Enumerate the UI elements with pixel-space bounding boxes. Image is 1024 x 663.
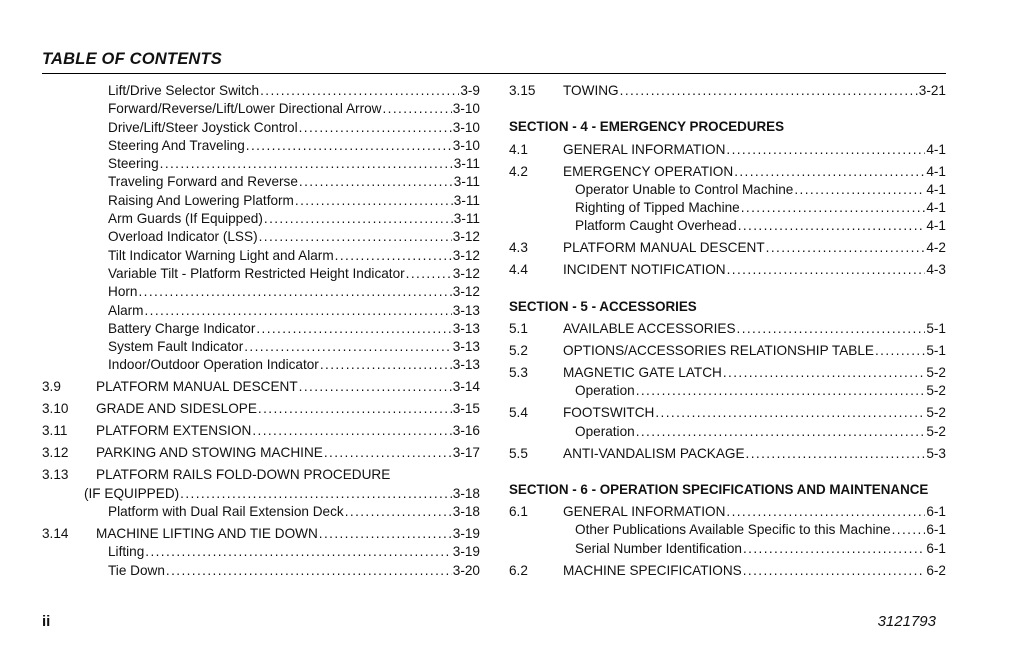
toc-entry[interactable] xyxy=(509,382,946,400)
dot-leader xyxy=(345,503,452,521)
toc-entry-page: 3-17 xyxy=(452,445,480,461)
toc-entry-number: 3.9 xyxy=(42,379,61,395)
toc-entry[interactable] xyxy=(42,543,480,561)
dot-leader xyxy=(299,173,453,191)
toc-entry[interactable] xyxy=(509,342,946,360)
toc-entry-title: OPTIONS/ACCESSORIES RELATIONSHIP TABLE xyxy=(563,343,874,359)
toc-entry-page: 3-12 xyxy=(452,265,480,281)
toc-entry-page: 3-21 xyxy=(918,83,946,98)
toc-entry-page: 3-19 xyxy=(452,525,480,541)
toc-entry-title: PARKING AND STOWING MACHINE xyxy=(96,445,323,461)
toc-entry[interactable] xyxy=(42,100,480,118)
toc-entry[interactable] xyxy=(42,228,480,246)
toc-entry-title: GRADE AND SIDESLOPE xyxy=(96,401,257,417)
section-heading[interactable]: SECTION - 4 - EMERGENCY PROCEDURES xyxy=(509,119,785,135)
toc-entry[interactable] xyxy=(42,82,480,100)
dot-leader xyxy=(160,155,453,173)
toc-entry-title: Lift/Drive Selector Switch xyxy=(108,83,260,98)
toc-entry-page: 3-10 xyxy=(452,101,480,117)
toc-entry-page: 5-2 xyxy=(926,383,946,399)
dot-leader xyxy=(145,543,452,561)
toc-entry-number: 6.1 xyxy=(509,504,528,520)
toc-entry-title: PLATFORM RAILS FOLD-DOWN PROCEDURE xyxy=(96,467,391,483)
toc-entry-title: Battery Charge Indicator xyxy=(108,320,256,336)
toc-entry-page: 3-11 xyxy=(453,156,480,172)
dot-leader xyxy=(636,382,926,400)
dot-leader xyxy=(746,445,926,463)
toc-entry-title: EMERGENCY OPERATION xyxy=(563,163,734,179)
toc-entry[interactable] xyxy=(42,247,480,265)
toc-entry-number: 3.11 xyxy=(42,423,68,439)
toc-entry-page: 5-2 xyxy=(926,405,946,421)
toc-entry-page: 3-9 xyxy=(460,83,480,98)
toc-entry-title: Steering And Traveling xyxy=(108,137,245,153)
toc-entry[interactable] xyxy=(509,521,946,539)
dot-leader xyxy=(766,239,926,257)
dot-leader xyxy=(295,192,453,210)
toc-entry-page: 3-12 xyxy=(452,247,480,263)
toc-entry-page: 3-11 xyxy=(453,192,480,208)
toc-entry-number: 4.1 xyxy=(509,141,528,157)
dot-leader xyxy=(299,119,452,137)
toc-entry-title: PLATFORM EXTENSION xyxy=(96,423,252,439)
toc-entry[interactable] xyxy=(509,163,946,181)
toc-entry[interactable] xyxy=(42,302,480,320)
toc-entry-number: 3.13 xyxy=(42,467,69,483)
section-heading[interactable]: SECTION - 6 - OPERATION SPECIFICATIONS AND MAINTENANCE xyxy=(509,481,929,497)
toc-entry-title: PLATFORM MANUAL DESCENT xyxy=(563,240,765,256)
toc-entry-page: 3-20 xyxy=(452,562,480,578)
toc-entry-title: TOWING xyxy=(563,83,619,98)
toc-entry-page: 3-12 xyxy=(452,284,480,300)
toc-entry-title: Operation xyxy=(575,383,635,399)
toc-entry[interactable] xyxy=(509,540,946,558)
toc-entry-title: PLATFORM MANUAL DESCENT xyxy=(96,379,298,395)
toc-entry[interactable] xyxy=(509,562,946,580)
toc-entry[interactable] xyxy=(42,422,480,440)
toc-entry[interactable] xyxy=(509,181,946,199)
toc-entry-page: 3-18 xyxy=(452,485,480,501)
toc-entry-number: 3.10 xyxy=(42,401,69,417)
toc-entry-title: Platform with Dual Rail Extension Deck xyxy=(108,503,344,519)
toc-entry[interactable] xyxy=(509,141,946,159)
dot-leader xyxy=(892,521,926,539)
toc-entry-title: Other Publications Available Specific to this Machine xyxy=(575,522,891,538)
toc-entry-title: Variable Tilt - Platform Restricted Height Indicator xyxy=(108,265,405,281)
toc-entry[interactable] xyxy=(42,119,480,137)
toc-entry-page: 6-1 xyxy=(926,522,946,538)
dot-leader xyxy=(723,364,925,382)
toc-entry-page: 5-1 xyxy=(926,343,946,359)
toc-entry-number: 3.14 xyxy=(42,525,69,541)
toc-entry[interactable] xyxy=(42,210,480,228)
toc-entry-page: 4-1 xyxy=(926,218,946,234)
toc-entry-title: Indoor/Outdoor Operation Indicator xyxy=(108,357,319,373)
dot-leader xyxy=(246,137,452,155)
toc-entry-title: Tie Down xyxy=(108,562,165,578)
toc-entry[interactable] xyxy=(42,173,480,191)
toc-entry-title: MAGNETIC GATE LATCH xyxy=(563,365,722,380)
dot-leader xyxy=(320,356,452,374)
toc-entry-title: ANTI-VANDALISM PACKAGE xyxy=(563,445,745,461)
toc-entry[interactable] xyxy=(509,199,946,217)
toc-entry-title: MACHINE SPECIFICATIONS xyxy=(563,562,742,578)
toc-entry-page: 3-11 xyxy=(453,174,480,190)
toc-entry-page: 4-1 xyxy=(926,163,946,179)
dot-leader xyxy=(138,283,451,301)
toc-entry[interactable] xyxy=(509,217,946,235)
toc-entry[interactable] xyxy=(509,320,946,338)
toc-entry-title: Horn xyxy=(108,284,138,300)
toc-entry[interactable] xyxy=(42,562,480,580)
toc-entry-page: 3-16 xyxy=(452,423,480,439)
toc-entry-title: Overload Indicator (LSS) xyxy=(108,229,258,245)
toc-entry-page: 3-19 xyxy=(452,544,480,560)
dot-leader xyxy=(726,503,925,521)
toc-entry-title: INCIDENT NOTIFICATION xyxy=(563,262,726,278)
dot-leader xyxy=(260,82,459,100)
toc-entry-page: 4-2 xyxy=(926,240,946,256)
toc-entry-title: Operation xyxy=(575,423,635,439)
toc-entry-page: 5-3 xyxy=(926,445,946,461)
toc-entry-page: 6-1 xyxy=(926,504,946,520)
toc-entry-page: 4-1 xyxy=(926,141,946,157)
dot-leader xyxy=(743,540,925,558)
toc-entry[interactable] xyxy=(509,239,946,257)
toc-entry-page: 6-2 xyxy=(926,562,946,578)
dot-leader xyxy=(335,247,452,265)
toc-entry-page: 3-10 xyxy=(452,119,480,135)
dot-leader xyxy=(737,320,926,338)
toc-entry-number: 5.4 xyxy=(509,405,528,421)
toc-entry[interactable] xyxy=(42,400,480,418)
header-divider xyxy=(42,73,946,74)
toc-entry[interactable] xyxy=(509,445,946,463)
toc-entry-page: 3-11 xyxy=(453,211,480,227)
dot-leader xyxy=(734,163,925,181)
toc-entry[interactable] xyxy=(42,356,480,374)
toc-entry[interactable] xyxy=(42,485,480,503)
toc-entry[interactable] xyxy=(42,378,480,396)
dot-leader xyxy=(726,141,925,159)
dot-leader xyxy=(741,199,926,217)
toc-entry-title: (IF EQUIPPED) xyxy=(84,485,180,501)
dot-leader xyxy=(743,562,926,580)
toc-entry[interactable] xyxy=(42,525,480,543)
toc-entry-title: Traveling Forward and Reverse xyxy=(108,174,298,190)
toc-entry[interactable] xyxy=(509,423,946,441)
dot-leader xyxy=(636,423,926,441)
toc-entry-title: Drive/Lift/Steer Joystick Control xyxy=(108,119,298,135)
toc-entry-page: 3-13 xyxy=(452,302,480,318)
toc-left-column xyxy=(42,82,480,580)
dot-leader xyxy=(382,100,451,118)
toc-entry-page: 3-18 xyxy=(452,503,480,519)
dot-leader xyxy=(259,228,452,246)
toc-right-column xyxy=(509,82,946,580)
toc-entry-title: Lifting xyxy=(108,544,145,560)
toc-entry-page: 3-15 xyxy=(452,401,480,417)
dot-leader xyxy=(794,181,925,199)
dot-leader xyxy=(256,320,451,338)
toc-entry-title: Tilt Indicator Warning Light and Alarm xyxy=(108,247,334,263)
dot-leader xyxy=(738,217,926,235)
toc-entry[interactable] xyxy=(509,261,946,279)
toc-entry-title: GENERAL INFORMATION xyxy=(563,141,726,157)
toc-entry[interactable] xyxy=(42,137,480,155)
toc-entry-title: Righting of Tipped Machine xyxy=(575,200,740,216)
dot-leader xyxy=(620,82,918,100)
toc-entry[interactable] xyxy=(42,338,480,356)
toc-entry-title: Raising And Lowering Platform xyxy=(108,192,294,208)
toc-entry-page: 5-2 xyxy=(926,423,946,439)
toc-entry-page: 3-12 xyxy=(452,229,480,245)
dot-leader xyxy=(252,422,451,440)
toc-entry-title: Alarm xyxy=(108,302,144,318)
toc-entry[interactable] xyxy=(509,82,946,100)
toc-entry-title: AVAILABLE ACCESSORIES xyxy=(563,321,736,337)
toc-entry-page: 6-1 xyxy=(926,540,946,556)
toc-entry-number: 5.5 xyxy=(509,445,528,461)
dot-leader xyxy=(875,342,925,360)
toc-entry-page: 4-1 xyxy=(926,200,946,216)
toc-entry[interactable] xyxy=(42,444,480,462)
toc-entry-number: 3.12 xyxy=(42,445,69,461)
toc-entry[interactable] xyxy=(42,265,480,283)
toc-entry[interactable] xyxy=(42,503,480,521)
toc-entry-page: 4-1 xyxy=(926,181,946,197)
toc-entry[interactable] xyxy=(42,320,480,338)
toc-entry-number: 4.3 xyxy=(509,240,528,256)
toc-entry-title: Platform Caught Overhead xyxy=(575,218,737,234)
toc-entry-number: 3.15 xyxy=(509,83,536,98)
dot-leader xyxy=(244,338,452,356)
toc-entry-number: 5.2 xyxy=(509,343,528,359)
toc-entry-title: System Fault Indicator xyxy=(108,339,244,355)
toc-entry-number: 5.1 xyxy=(509,321,528,337)
toc-entry[interactable] xyxy=(509,503,946,521)
dot-leader xyxy=(324,444,452,462)
toc-entry-page: 3-10 xyxy=(452,137,480,153)
dot-leader xyxy=(299,378,452,396)
toc-entry-page: 5-1 xyxy=(926,321,946,337)
dot-leader xyxy=(264,210,453,228)
toc-entry[interactable] xyxy=(42,466,480,484)
toc-entry-number: 6.2 xyxy=(509,562,528,578)
toc-entry-title: GENERAL INFORMATION xyxy=(563,504,726,520)
toc-entry-page: 5-2 xyxy=(926,365,946,380)
toc-entry-title: Arm Guards (If Equipped) xyxy=(108,211,263,227)
dot-leader xyxy=(319,525,452,543)
section-heading[interactable]: SECTION - 5 - ACCESSORIES xyxy=(509,298,697,314)
page-number: ii xyxy=(42,613,51,630)
toc-entry-page: 3-13 xyxy=(452,339,480,355)
toc-entry-title: FOOTSWITCH xyxy=(563,405,655,421)
dot-leader xyxy=(166,562,452,580)
dot-leader xyxy=(258,400,452,418)
toc-entry-number: 4.4 xyxy=(509,262,528,278)
dot-leader xyxy=(145,302,452,320)
toc-entry-title: Operator Unable to Control Machine xyxy=(575,181,794,197)
toc-entry-title: Forward/Reverse/Lift/Lower Directional Arrow xyxy=(108,101,382,117)
toc-entry-page: 3-13 xyxy=(452,357,480,373)
toc-entry[interactable] xyxy=(42,192,480,210)
toc-entry[interactable] xyxy=(42,155,480,173)
toc-entry[interactable] xyxy=(42,283,480,301)
dot-leader xyxy=(406,265,452,283)
toc-entry-title: Serial Number Identification xyxy=(575,540,742,556)
toc-entry-number: 4.2 xyxy=(509,163,528,179)
toc-entry-page: 3-14 xyxy=(452,379,480,395)
toc-entry-title: MACHINE LIFTING AND TIE DOWN xyxy=(96,525,318,541)
toc-entry-page: 4-3 xyxy=(926,262,946,278)
toc-entry[interactable] xyxy=(509,364,946,382)
dot-leader xyxy=(655,404,925,422)
toc-entry-number: 5.3 xyxy=(509,365,528,380)
dot-leader xyxy=(180,485,452,503)
toc-entry-title: Steering xyxy=(108,156,159,172)
dot-leader xyxy=(727,261,926,279)
toc-entry[interactable] xyxy=(509,404,946,422)
document-number: 3121793 xyxy=(877,613,936,630)
page-title: TABLE OF CONTENTS xyxy=(42,50,223,68)
toc-entry-page: 3-13 xyxy=(452,320,480,336)
